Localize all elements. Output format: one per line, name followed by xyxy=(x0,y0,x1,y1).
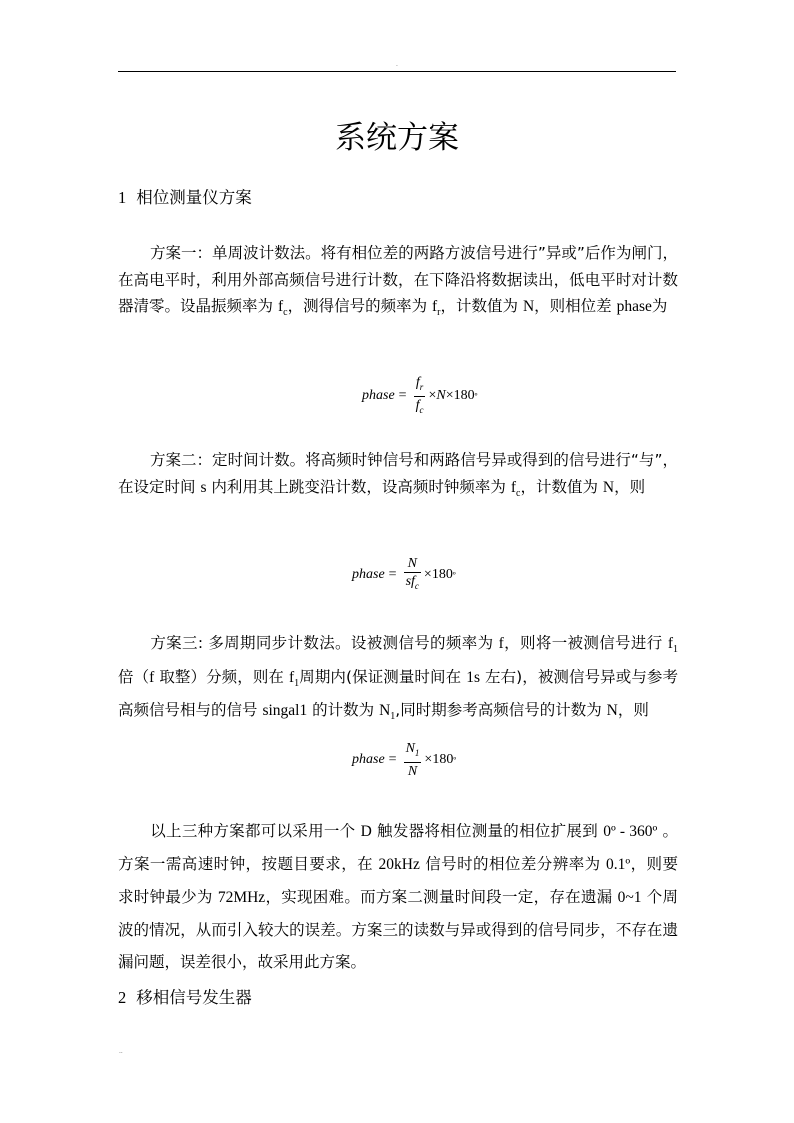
paragraph-summary: 以上三种方案都可以采用一个 D 触发器将相位测量的相位扩展到 0º - 360º 。方案一需高速时钟，按题目要求，在 20kHz 信号时的相位差分辨率为 0.1º，则要求时钟最少为 72MHz，实现困难。而方案二测量时间段一定，存在遗漏 0~1 个周波的情况，从而引入较大的误差。方案三的读数与异或得到的信号同步，不存在遗漏问题，误差很小，故采用此方案。 xyxy=(118,822,678,971)
section-number: 2 xyxy=(118,988,127,1007)
paragraph-plan-3: 方案三: 多周期同步计数法。设被测信号的频率为 f，则将一被测信号进行 $f_1$倍（f 取整）分频，则在 $f_1$周期内(保证测量时间在 1s 左右)，被测信号异或与参考高频信号相与的信号 singal1 的计数为 $N_1$,同时期参考高频信号的计数为 N，则 xyxy=(118,634,678,723)
formula-1: phase = $\frac{f_r}{f_c}$ × N × 180 º xyxy=(362,374,477,419)
formula-2: phase = $\frac{N}{sf_c}$ × 180 º xyxy=(352,555,456,595)
paragraph-plan-2: 方案二：定时间计数。将高频时钟信号和两路信号异或得到的信号进行“与”，在设定时间 s 内利用其上跳变沿计数，设高频时钟频率为 $f_c$，计数值为 N，则 xyxy=(118,451,678,499)
section-title: 移相信号发生器 xyxy=(136,988,252,1007)
section-number: 1 xyxy=(118,188,127,207)
page-title: 系统方案 xyxy=(335,120,459,156)
formula-3: phase = $\frac{N_1}{N}$ × 180 º xyxy=(352,741,457,779)
header-dot: . xyxy=(396,61,398,68)
section-title: 相位测量仪方案 xyxy=(136,188,252,207)
header-rule xyxy=(118,71,676,72)
footer-dots: .. xyxy=(119,1048,123,1055)
section-heading-1 xyxy=(118,187,252,209)
fraction: $\frac{N}{sf_c}$ xyxy=(405,556,419,591)
fraction: $\frac{N_1}{N}$ xyxy=(405,741,420,779)
section-heading-2 xyxy=(118,987,252,1009)
paragraph-plan-1: 方案一：单周波计数法。将有相位差的两路方波信号进行”异或”后作为闸门，在高电平时，利用外部高频信号进行计数，在下降沿将数据读出，低电平时对计数器清零。设晶振频率为 $f_c$，测得信号的频率为 $f_r$，计数值为 N，则相位差 phase为 xyxy=(118,244,678,319)
fraction: $\frac{f_r}{f_c}$ xyxy=(415,375,424,415)
